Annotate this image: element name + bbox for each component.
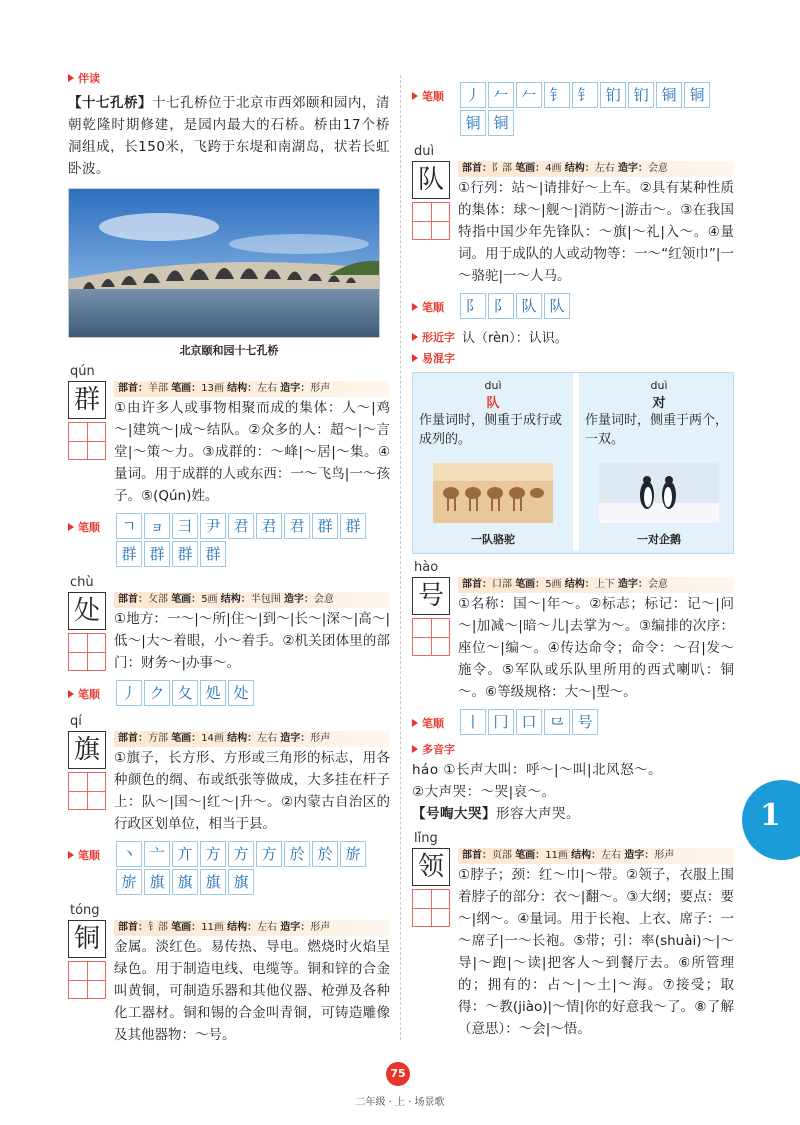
stroke-cell: ⺕	[172, 513, 198, 539]
head-char: 处	[68, 592, 106, 630]
reading-paragraph	[68, 92, 390, 180]
entry-ling	[412, 831, 734, 1040]
confuse-caption: 一对企鹅	[637, 533, 681, 546]
stroke-cell: 於	[284, 841, 310, 867]
pinyin: chù	[70, 575, 94, 590]
camels-photo	[433, 463, 553, 523]
stroke-cell: 君	[284, 513, 310, 539]
stroke-grid	[460, 709, 730, 737]
stroke-cell: ㄱ	[116, 513, 142, 539]
head-char: 领	[412, 848, 450, 886]
stroke-order	[412, 709, 734, 737]
strokes-tag: 笔顺	[412, 299, 460, 315]
stroke-grid	[460, 82, 730, 138]
stroke-cell: 阝	[488, 293, 514, 319]
stroke-cell: 旂	[340, 841, 366, 867]
stroke-cell: 処	[200, 680, 226, 706]
head-char: 队	[412, 161, 450, 199]
definition: ①名称：国～|年～。②标志；标记：记～|问～|加减～|暗～儿|去掌为～。③编排的次序：座位～|编～。④传达命令；命令：～召|发～施令。⑤军队或乐队里所用的西式喇叭：铜～。⑥等级规格：大～|型～。	[458, 596, 734, 700]
reading-text: 十七孔桥位于北京市西郊颐和园内，清朝乾隆时期修建，是园内最大的石桥。桥由17个桥洞组成，长150米，飞跨于东堤和南湖岛，状若长虹卧波。	[68, 95, 390, 177]
poly-line-2: ②大声哭：～哭|哀～。	[412, 784, 556, 800]
char-info: 部首：方部 笔画：14画 结构：左右 造字：形声	[114, 731, 390, 747]
page-footer: 二年级 · 上 · 场景歌	[355, 1097, 445, 1108]
practice-grid	[412, 202, 450, 240]
stroke-cell: 群	[144, 541, 170, 567]
stroke-order	[68, 841, 390, 897]
stroke-cell: 群	[116, 541, 142, 567]
entry-tong	[68, 903, 390, 1046]
stroke-cell: 处	[228, 680, 254, 706]
char-info: 部首：阝部 笔画：4画 结构：左右 造字：会意	[458, 161, 734, 177]
entry-qi	[68, 714, 390, 835]
poly-tag: 多音字	[412, 741, 734, 757]
practice-grid	[68, 422, 106, 460]
practice-grid	[68, 633, 106, 671]
stroke-cell: 群	[200, 541, 226, 567]
stroke-cell: 君	[256, 513, 282, 539]
stroke-cell: 铜	[684, 82, 710, 108]
stroke-cell: 钅	[572, 82, 598, 108]
stroke-cell: 旂	[116, 869, 142, 895]
reading-tag: 伴读	[68, 70, 390, 86]
char-info: 部首：钅部 笔画：11画 结构：左右 造字：形声	[114, 920, 390, 936]
column-divider	[400, 75, 401, 1040]
stroke-cell: 冂	[488, 709, 514, 735]
stroke-cell: 方	[228, 841, 254, 867]
stroke-cell: 铜	[656, 82, 682, 108]
pinyin: qí	[70, 714, 82, 729]
stroke-cell: 号	[572, 709, 598, 735]
stroke-cell: 旗	[200, 869, 226, 895]
confuse-text: 作量词时，侧重于两个，一双。	[585, 413, 729, 447]
stroke-cell: 口	[516, 709, 542, 735]
practice-grid	[412, 889, 450, 927]
stroke-cell: 丿	[460, 82, 486, 108]
definition: ①地方：一～|～所|住～|到～|长～|深～|高～|低～|大～着眼，小～着手。②机关团体里的部门：财务～|办事～。	[114, 611, 390, 671]
definition: 金属。淡红色。易传热、导电。燃烧时火焰呈绿色。用于制造电线、电缆等。铜和锌的合金叫黄铜，可制造乐器和其他仪器、枪弹及各种化工器材。铜和锡的合金叫青铜，可铸造雕像及其他器物：～号。	[114, 939, 390, 1043]
practice-grid	[412, 618, 450, 656]
stroke-cell: 旗	[228, 869, 254, 895]
similar-tag: 形近字	[412, 327, 462, 346]
stroke-cell: 於	[312, 841, 338, 867]
confuse-text: 作量词时，侧重于成行或成列的。	[419, 413, 563, 447]
pinyin: qún	[70, 364, 95, 379]
stroke-grid	[116, 513, 386, 569]
stroke-cell: 亣	[172, 841, 198, 867]
bridge-photo	[68, 188, 380, 338]
char-info: 部首：页部 笔画：11画 结构：左右 造字：形声	[458, 848, 734, 864]
definition: ①由许多人或事物相聚而成的集体：人～|鸡～|建筑～|成～结队。②众多的人：超～|～言堂|～策～力。③成群的：～峰|～居|～集。④量词。用于成群的人或东西：一～飞鸟|一～孩子。⑤(Qún)姓。	[114, 400, 390, 504]
confuse-caption: 一队骆驼	[471, 533, 515, 546]
stroke-cell: 君	[228, 513, 254, 539]
stroke-cell: 群	[312, 513, 338, 539]
stroke-cell: 钔	[600, 82, 626, 108]
stroke-cell: 𠂉	[488, 82, 514, 108]
pinyin: duì	[484, 379, 502, 392]
stroke-cell: ク	[144, 680, 170, 706]
entry-chu	[68, 575, 390, 674]
char-info: 部首：攵部 笔画：5画 结构：半包围 造字：会意	[114, 592, 390, 608]
stroke-cell: 阝	[460, 293, 486, 319]
stroke-grid	[116, 841, 386, 897]
unit-badge: 1	[742, 780, 800, 860]
entry-dui	[412, 144, 734, 287]
penguins-photo	[599, 463, 719, 523]
char-info: 部首：羊部 笔画：13画 结构：左右 造字：形声	[114, 381, 390, 397]
strokes-tag: 笔顺	[68, 686, 116, 702]
confuse-tag: 易混字	[412, 350, 734, 366]
char-info: 部首：口部 笔画：5画 结构：上下 造字：会意	[458, 577, 734, 593]
practice-grid	[68, 772, 106, 810]
pinyin: tóng	[70, 903, 100, 918]
stroke-cell: 夂	[172, 680, 198, 706]
stroke-cell: 方	[256, 841, 282, 867]
strokes-tag: 笔顺	[412, 88, 460, 104]
practice-grid	[68, 961, 106, 999]
confuse-box	[412, 372, 734, 554]
pinyin: duì	[414, 144, 435, 159]
definition: ①行列：站～|请排好～上车。②具有某种性质的集体：球～|舰～|消防～|游击～。③在我国特指中国少年先锋队：～旗|～礼|入～。④量词。用于成队的人或动物等：一～“红领巾”|一～骆驼|一～人马。	[458, 180, 734, 284]
head-char: 号	[412, 577, 450, 615]
stroke-cell: 丿	[116, 680, 142, 706]
stroke-cell: 铜	[460, 110, 486, 136]
pinyin: lǐng	[414, 831, 438, 846]
confuse-char: 对	[652, 396, 666, 411]
stroke-cell: 尹	[200, 513, 226, 539]
page-number: 75	[386, 1062, 410, 1086]
strokes-tag: 笔顺	[412, 715, 460, 731]
stroke-cell: 旗	[172, 869, 198, 895]
stroke-cell: 旗	[144, 869, 170, 895]
left-column	[68, 70, 390, 1046]
stroke-cell: 群	[340, 513, 366, 539]
poly-idiom: 【号啕大哭】形容大声哭。	[412, 806, 580, 822]
stroke-cell: ョ	[144, 513, 170, 539]
similar-text: 认（rèn）：认识。	[462, 331, 568, 346]
stroke-cell: 钅	[544, 82, 570, 108]
entry-qun	[68, 364, 390, 507]
strokes-tag: 笔顺	[68, 847, 116, 863]
head-char: 旗	[68, 731, 106, 769]
stroke-cell: 方	[200, 841, 226, 867]
poly-line-1: háo ①长声大叫：呼～|～叫|北风怒～。	[412, 762, 663, 778]
stroke-cell: 亠	[144, 841, 170, 867]
stroke-order	[412, 293, 734, 321]
stroke-cell: 群	[172, 541, 198, 567]
photo-caption: 北京颐和园十七孔桥	[179, 344, 279, 357]
confuse-char: 队	[486, 396, 500, 411]
similar-char	[412, 327, 734, 346]
pinyin: hào	[414, 560, 439, 575]
definition: ①脖子；颈：红～巾|～带。②领子，衣服上围着脖子的部分：衣～|翻～。③大纲；要点：要～|纲～。④量词。用于长袍、上衣、席子：一～席子|一～长袍。⑤带；引：率(shuài)～|～导|～跑|～读|把客人～到餐厅去。⑥所管理的；拥有的：占～|～土|～海。⑦接受；取得：～教(jiào)|～情|你的好意我～了。⑧了解（意思）：～会|～悟。	[458, 867, 734, 1037]
stroke-cell: ⺋	[544, 709, 570, 735]
stroke-order	[68, 680, 390, 708]
stroke-grid	[460, 293, 730, 321]
stroke-cell: 𠂉	[516, 82, 542, 108]
reading-title: 【十七孔桥】	[68, 95, 152, 111]
definition: ①旗子，长方形、方形或三角形的标志，用各种颜色的绸、布或纸张等做成，大多挂在杆子上：队～|国～|红～|升～。②内蒙古自治区的行政区划单位，相当于县。	[114, 750, 390, 832]
stroke-cell: 队	[516, 293, 542, 319]
confuse-item-dui	[413, 373, 573, 551]
entry-hao	[412, 560, 734, 703]
stroke-cell: 丨	[460, 709, 486, 735]
stroke-order-tong	[412, 82, 734, 138]
stroke-cell: 丶	[116, 841, 142, 867]
stroke-cell: 钔	[628, 82, 654, 108]
stroke-grid	[116, 680, 386, 708]
right-column	[412, 70, 734, 1040]
strokes-tag: 笔顺	[68, 519, 116, 535]
pinyin: duì	[650, 379, 668, 392]
stroke-cell: 队	[544, 293, 570, 319]
stroke-cell: 铜	[488, 110, 514, 136]
head-char: 群	[68, 381, 106, 419]
head-char: 铜	[68, 920, 106, 958]
confuse-item-dui2	[579, 373, 739, 551]
stroke-order	[68, 513, 390, 569]
